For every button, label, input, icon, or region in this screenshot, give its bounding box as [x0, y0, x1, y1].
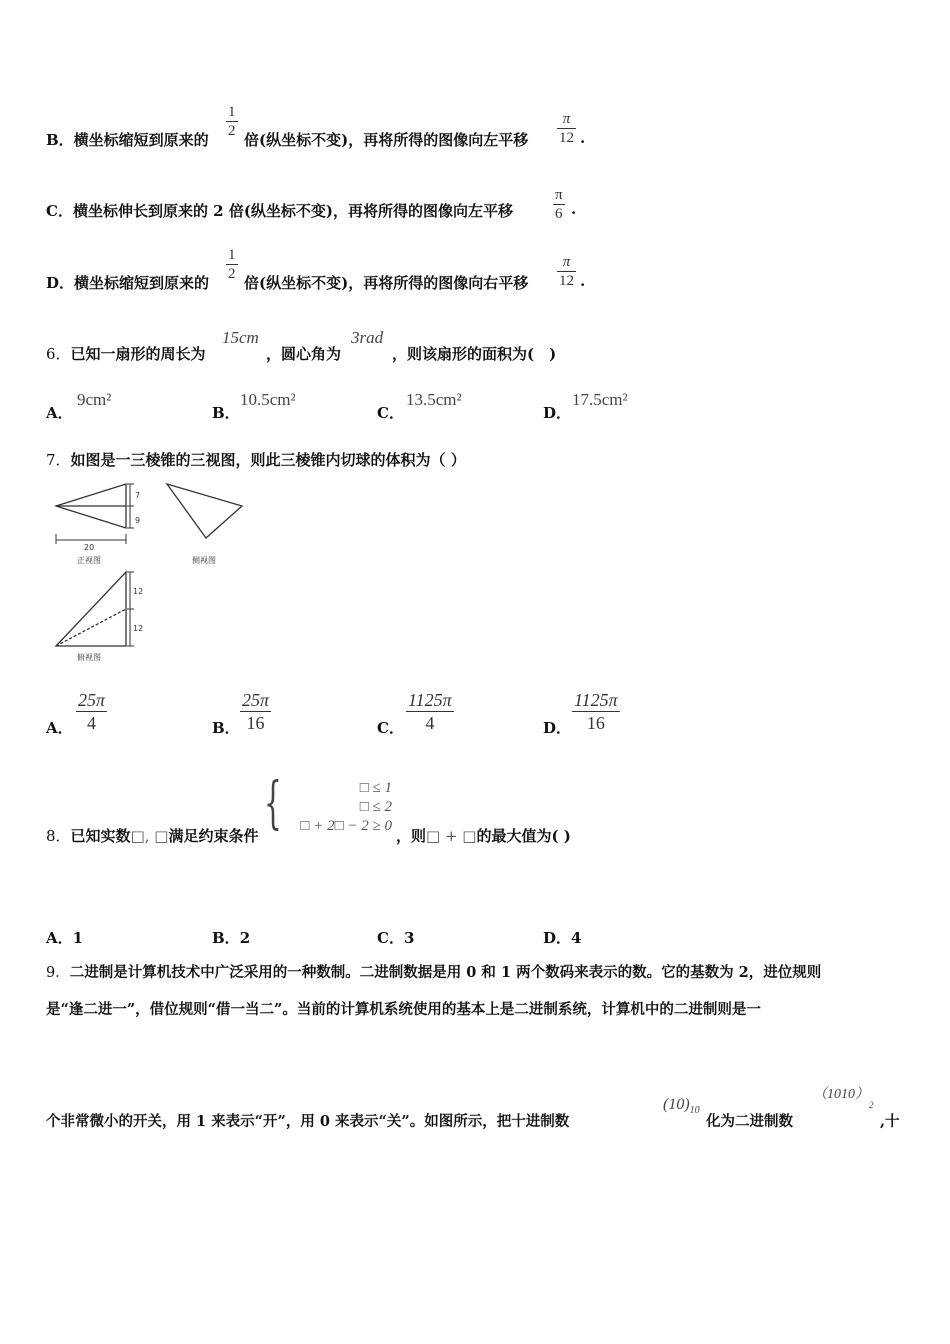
q8-text-d: 的最大值为( ) [476, 827, 571, 845]
decimal-value: (10) [663, 1096, 690, 1113]
fraction-denominator: 6 [555, 206, 563, 222]
constraint-3: □ + 2□ − 2 ≥ 0 [300, 818, 392, 834]
q5-option-c-prefix: C．横坐标伸长到原来的 2 倍(纵坐标不变)，再将所得的图像向左平移 [46, 202, 514, 220]
fraction-denominator: 2 [228, 266, 236, 282]
q6-option-d-value: 17.5cm² [572, 390, 628, 409]
question-number: 9． [46, 965, 70, 981]
q6-stem [46, 343, 206, 364]
q5-option-c-end: . [571, 200, 577, 218]
q5-option-d [46, 272, 209, 293]
fraction-numerator: π [555, 187, 563, 203]
q5-option-b-prefix: B．横坐标缩短到原来的 [46, 131, 209, 149]
fraction-denominator: 16 [586, 713, 605, 733]
q5-option-b-middle-text: 倍(纵坐标不变)，再将所得的图像向左平移 [244, 131, 529, 149]
top-view-label: 俯视图 [77, 653, 101, 662]
constraint-system [278, 779, 392, 836]
q8-option-c [377, 927, 414, 948]
q9-line-3b: 化为二进制数 [706, 1113, 793, 1130]
question-number: 8． [46, 827, 71, 845]
fraction-numerator: 25π [78, 690, 106, 710]
fraction-numerator: π [562, 111, 571, 127]
q7-text: 如图是一三棱锥的三视图，则此三棱锥内切球的体积为（ ） [70, 451, 466, 469]
q9-line-3c: ,十 [880, 1113, 900, 1130]
binary-number [813, 1083, 874, 1110]
q6-text-b: ，圆心角为 [266, 345, 342, 363]
q8-vars: □, □ [130, 827, 169, 845]
q6-text-a: 已知一扇形的周长为 [70, 345, 206, 363]
front-view-label: 正视图 [77, 556, 101, 565]
fraction-denominator: 4 [425, 713, 435, 733]
q7-option-d-fraction [572, 689, 620, 734]
q7-option-b-fraction [240, 689, 271, 734]
option-label: C． [377, 929, 404, 947]
q8-option-a [46, 927, 83, 948]
q7-option-d-label: D． [543, 719, 572, 737]
q5-option-d-end: . [580, 272, 586, 290]
q5-option-d-middle-text: 倍(纵坐标不变)，再将所得的图像向右平移 [244, 274, 529, 292]
q9-line-1-text: 二进制是计算机技术中广泛采用的一种数制。二进制数据是用 0 和 1 两个数码来表示的数。它的基数为 2，进位规则 [69, 964, 822, 981]
q7-option-a-label: A． [46, 719, 73, 737]
constraint-1: □ ≤ 1 [359, 780, 392, 796]
question-number: 7． [46, 451, 71, 469]
decimal-number [663, 1096, 700, 1116]
q8-tail [396, 825, 571, 846]
dim-label-12-lower: 12 [133, 624, 144, 633]
dim-label-9: 9 [135, 516, 141, 525]
front-view [56, 484, 134, 544]
top-view [56, 572, 134, 646]
q8-stem [46, 825, 258, 846]
q5-option-b-scale-fraction [226, 103, 238, 140]
fraction-numerator: 25π [242, 690, 270, 710]
binary-value: （1010） [813, 1087, 869, 1102]
q5-option-b [46, 129, 209, 150]
q5-option-d-scale-fraction [226, 246, 238, 283]
q6-option-c-label: C． [377, 404, 404, 422]
q7-option-c-label: C． [377, 719, 404, 737]
option-label: A． [46, 929, 73, 947]
fraction-denominator: 12 [559, 130, 574, 146]
fraction-numerator: 1125π [574, 690, 618, 710]
q9-line-1 [46, 961, 821, 982]
q5-option-c-shift-fraction [553, 186, 565, 223]
q8-expr: □ + □ [426, 827, 477, 845]
fraction-numerator: 1 [228, 104, 236, 120]
dim-label-12-upper: 12 [133, 587, 144, 596]
q5-option-b-shift-fraction [557, 110, 576, 147]
decimal-base: 10 [689, 1105, 700, 1117]
q6-option-b-value: 10.5cm² [240, 390, 296, 409]
option-value: 4 [571, 929, 582, 947]
q6-angle: 3rad [351, 328, 384, 347]
q7-option-c-fraction [406, 689, 454, 734]
dim-label-20: 20 [84, 543, 95, 552]
q8-text-c: ，则 [396, 827, 427, 845]
q5-option-d-prefix: D．横坐标缩短到原来的 [46, 274, 210, 292]
fraction-denominator: 12 [559, 273, 574, 289]
q5-option-d-shift-fraction [557, 253, 576, 290]
q8-option-b [212, 927, 250, 948]
three-view-figure [46, 476, 258, 666]
system-brace: { [264, 771, 282, 836]
q5-option-b-middle [244, 129, 528, 150]
q8-text-a: 已知实数 [70, 827, 131, 845]
q6-option-d-label: D． [543, 404, 572, 422]
q5-option-d-middle [244, 272, 528, 293]
q6-option-c-value: 13.5cm² [406, 390, 462, 409]
option-label: B． [212, 929, 240, 947]
q6-perimeter: 15cm [222, 328, 259, 347]
q9-line-2: 是“逢二进一”，借位规则“借一当二”。当前的计算机系统使用的基本上是二进制系统，计算机中的二进制则是一 [46, 1001, 761, 1018]
q5-option-c [46, 200, 513, 221]
option-value: 3 [403, 929, 415, 947]
q6-option-a-value: 9cm² [77, 390, 112, 409]
q7-option-a-fraction [76, 689, 107, 734]
fraction-numerator: 1125π [408, 690, 452, 710]
option-value: 1 [72, 929, 84, 947]
dim-label-7: 7 [135, 491, 141, 500]
side-view [167, 484, 242, 538]
option-value: 2 [239, 929, 251, 947]
side-view-label: 侧视图 [192, 556, 216, 565]
constraint-2: □ ≤ 2 [359, 799, 392, 815]
option-label: D． [543, 929, 572, 947]
fraction-numerator: 1 [228, 247, 236, 263]
q6-text-c: ，则该扇形的面积为( ) [392, 345, 557, 363]
q6-option-b-label: B． [212, 404, 240, 422]
q6-option-a-label: A． [46, 404, 73, 422]
fraction-denominator: 4 [87, 713, 97, 733]
binary-base: 2 [869, 1099, 874, 1110]
fraction-numerator: π [562, 254, 571, 270]
q8-text-b: 满足约束条件 [168, 827, 259, 845]
q8-option-d [543, 927, 581, 948]
q7-stem [46, 449, 466, 470]
fraction-denominator: 2 [228, 123, 236, 139]
q9-line-3a: 个非常微小的开关，用 1 来表示“开”，用 0 来表示“关”。如图所示，把十进制数 [46, 1113, 570, 1130]
q5-option-b-end: . [580, 129, 586, 147]
q7-option-b-label: B． [212, 719, 240, 737]
question-number: 6． [46, 345, 71, 363]
fraction-denominator: 16 [246, 713, 265, 733]
